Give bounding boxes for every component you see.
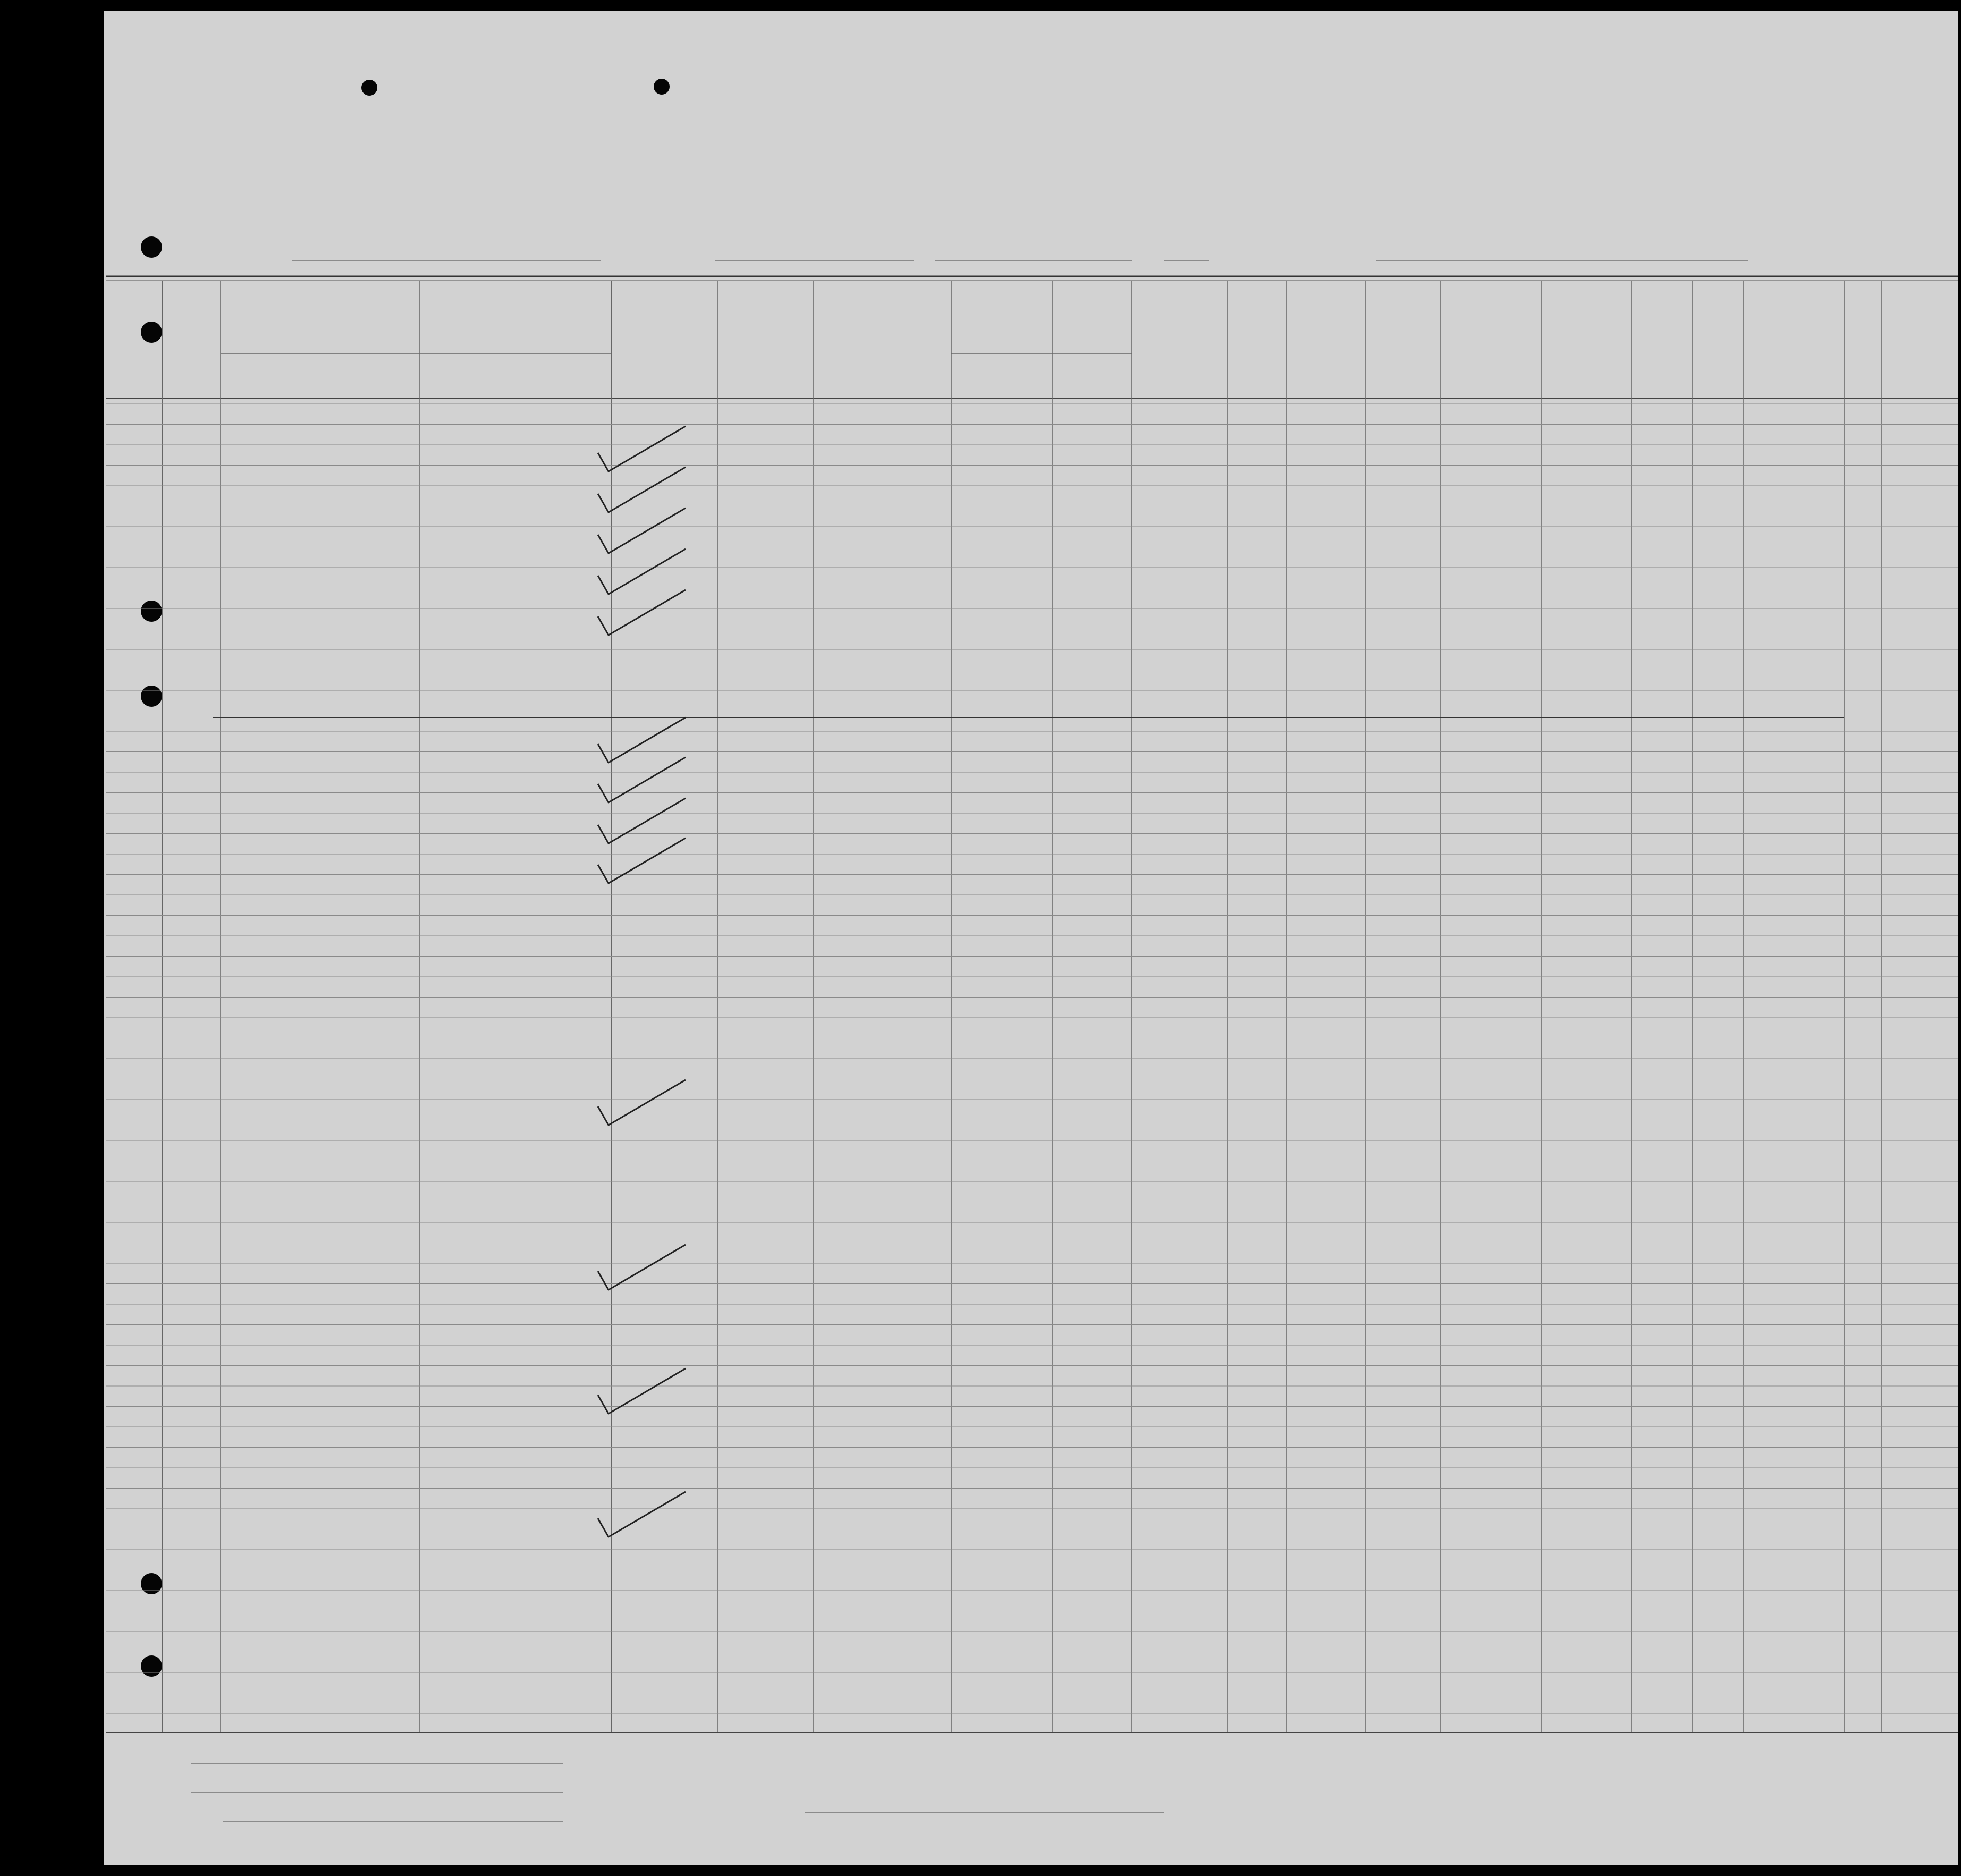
punch-hole: [361, 80, 377, 96]
punch-hole: [141, 686, 162, 707]
punch-hole: [141, 601, 162, 622]
punch-hole: [141, 322, 162, 343]
punch-hole: [141, 236, 162, 258]
punch-hole: [654, 79, 670, 95]
punch-hole: [141, 1655, 162, 1677]
punch-hole: [141, 1573, 162, 1594]
manifest-sheet: [104, 11, 1958, 1865]
